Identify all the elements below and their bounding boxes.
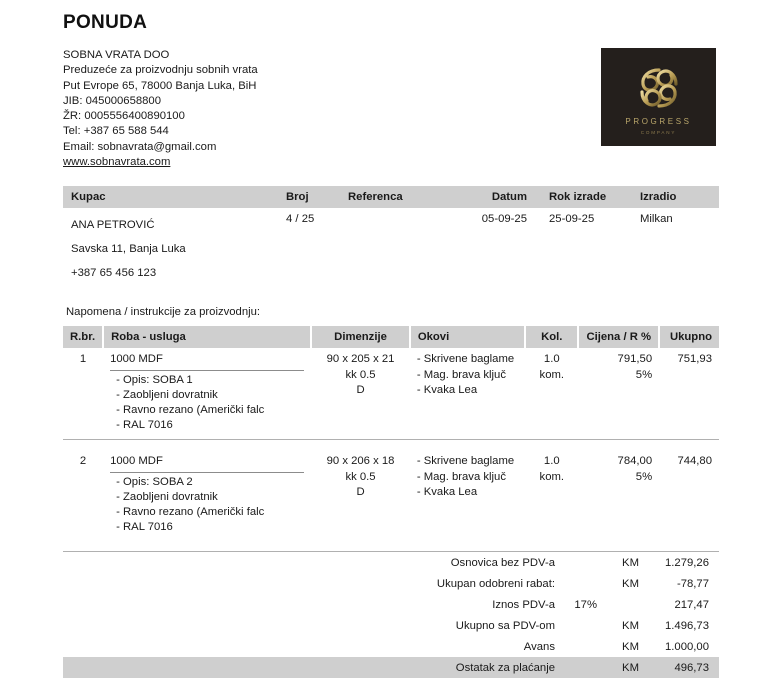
item-spec: - Opis: SOBA 1 <box>116 373 193 386</box>
item-dimension: 90 x 206 x 18 <box>326 455 395 468</box>
totals-currency: KM <box>622 556 639 569</box>
customer-table-header-row <box>63 186 719 208</box>
production-note-label: Napomena / instrukcije za proizvodnju: <box>66 306 261 319</box>
item-spec-list <box>110 475 304 536</box>
company-website[interactable]: www.sobnavrata.com <box>63 156 171 169</box>
totals-amount: 1.279,26 <box>665 556 709 569</box>
totals-label: Iznos PDV-a <box>492 598 555 611</box>
header-referenca: Referenca <box>340 186 450 208</box>
totals-percent <box>563 615 605 636</box>
row-divider <box>63 440 719 451</box>
totals-currency: KM <box>622 640 639 653</box>
totals-currency: KM <box>622 619 639 632</box>
item-spec: - Opis: SOBA 2 <box>116 475 193 488</box>
item-dimension-side: D <box>356 383 365 396</box>
item-quantity-unit: kom. <box>539 470 565 483</box>
totals-amount: 496,73 <box>647 657 719 678</box>
company-info <box>63 48 258 170</box>
totals-currency <box>605 594 647 615</box>
customer-name: ANA PETROVIĆ <box>71 219 155 232</box>
item-spec: - Zaobljeni dovratnik <box>116 490 218 503</box>
items-table <box>63 326 719 541</box>
logo-brand-text: PROGRESS <box>625 117 692 126</box>
item-dimension-side: D <box>356 485 365 498</box>
totals-label: Ukupno sa PDV-om <box>455 619 555 632</box>
item-spec: - Ravno rezano (Američki falc <box>116 506 265 518</box>
item-name: 1000 MDF <box>110 352 304 370</box>
totals-row-discount <box>63 573 719 594</box>
company-email: Email: sobnavrata@gmail.com <box>63 140 217 153</box>
item-hardware: - Mag. brava ključ <box>416 470 506 483</box>
header-izradio: Izradio <box>630 186 719 208</box>
item-spec-list <box>110 373 304 434</box>
company-phone: Tel: +387 65 588 544 <box>63 125 169 138</box>
item-spec: - Ravno rezano (Američki falc <box>116 403 265 416</box>
totals-currency: KM <box>622 577 639 590</box>
item-description-cell <box>103 348 311 440</box>
company-account: ŽR: 0005556400890100 <box>63 110 185 123</box>
totals-row-advance <box>63 636 719 657</box>
header-kol: Kol. <box>525 326 578 348</box>
item-price: 791,50 <box>617 353 653 366</box>
item-quantity-unit: kom. <box>539 368 565 381</box>
item-discount: 5% <box>635 470 653 483</box>
table-row <box>63 348 719 440</box>
totals-label: Avans <box>523 640 555 653</box>
company-activity: Preduzeće za proizvodnju sobnih vrata <box>63 64 258 77</box>
totals-amount: 1.496,73 <box>665 619 709 632</box>
table-row <box>63 450 719 541</box>
header-rbr: R.br. <box>63 326 103 348</box>
totals-amount: 1.000,00 <box>665 640 709 653</box>
customer-details-cell <box>63 208 278 290</box>
totals-label: Ostatak za plaćanje <box>63 657 563 678</box>
customer-rok-izrade: 25-09-25 <box>549 213 595 226</box>
item-description-cell <box>103 450 311 541</box>
item-hardware: - Skrivene baglame <box>416 353 515 366</box>
company-name: SOBNA VRATA DOO <box>63 49 170 61</box>
company-logo <box>601 48 716 146</box>
item-quantity-cell <box>525 450 578 541</box>
totals-percent <box>563 636 605 657</box>
totals-row-remaining <box>63 657 719 678</box>
customer-table-row <box>63 208 719 290</box>
item-quantity: 1.0 <box>543 455 560 468</box>
item-dimensions-cell <box>311 450 410 541</box>
item-hardware: - Kvaka Lea <box>416 485 478 498</box>
item-hardware: - Skrivene baglame <box>416 455 515 468</box>
totals-percent <box>563 657 605 678</box>
company-jib: JIB: 045000658800 <box>63 94 161 107</box>
item-name: 1000 MDF <box>110 454 304 472</box>
totals-row-vat <box>63 594 719 615</box>
progress-knot-icon <box>601 60 716 116</box>
customer-table <box>63 186 719 290</box>
item-spec: - RAL 7016 <box>116 521 173 534</box>
totals-amount: 217,47 <box>674 598 709 611</box>
items-table-header-row <box>63 326 719 348</box>
company-address: Put Evrope 65, 78000 Banja Luka, BiH <box>63 79 257 92</box>
item-hardware: - Mag. brava ključ <box>416 368 506 381</box>
totals-section <box>63 551 719 678</box>
item-spec: - RAL 7016 <box>116 419 173 432</box>
item-hardware-cell <box>410 348 525 440</box>
header-cijena-rabat: Cijena / R % <box>578 326 659 348</box>
header-datum: Datum <box>450 186 535 208</box>
item-total: 744,80 <box>677 455 712 468</box>
item-rbr: 2 <box>79 455 87 468</box>
item-dimensions-cell <box>311 348 410 440</box>
item-spec: - Zaobljeni dovratnik <box>116 388 218 401</box>
customer-izradio: Milkan <box>640 213 673 226</box>
item-hardware-cell <box>410 450 525 541</box>
item-rbr: 1 <box>79 353 87 366</box>
totals-percent <box>563 552 605 573</box>
totals-row-with-vat <box>63 615 719 636</box>
item-discount: 5% <box>635 368 653 381</box>
header-rok-izrade: Rok izrade <box>535 186 630 208</box>
header-okovi: Okovi <box>410 326 525 348</box>
item-dimension-kk: kk 0.5 <box>345 470 376 483</box>
item-total: 751,93 <box>677 353 712 366</box>
totals-percent: 17% <box>574 598 597 611</box>
customer-phone: +387 65 456 123 <box>71 267 157 280</box>
header-broj: Broj <box>278 186 340 208</box>
item-price: 784,00 <box>617 455 653 468</box>
totals-label: Osnovica bez PDV-a <box>450 556 555 569</box>
logo-subtitle-text: COMPANY <box>640 130 677 135</box>
item-quantity-cell <box>525 348 578 440</box>
item-quantity: 1.0 <box>543 353 560 366</box>
header-dimenzije: Dimenzije <box>311 326 410 348</box>
header-roba-usluga: Roba - usluga <box>103 326 311 348</box>
header-kupac: Kupac <box>63 186 278 208</box>
customer-broj: 4 / 25 <box>286 213 315 226</box>
item-dimension: 90 x 205 x 21 <box>326 353 395 366</box>
item-price-cell <box>578 348 659 440</box>
item-hardware: - Kvaka Lea <box>416 383 478 396</box>
document-header <box>63 48 752 170</box>
customer-datum: 05-09-25 <box>481 213 527 226</box>
totals-currency: KM <box>605 657 647 678</box>
customer-referenca <box>340 208 450 290</box>
totals-row-basis <box>63 552 719 573</box>
page-title: PONUDA <box>63 12 148 33</box>
customer-address: Savska 11, Banja Luka <box>71 243 186 256</box>
item-price-cell <box>578 450 659 541</box>
item-dimension-kk: kk 0.5 <box>345 368 376 381</box>
totals-percent <box>563 573 605 594</box>
header-ukupno: Ukupno <box>659 326 719 348</box>
totals-label: Ukupan odobreni rabat: <box>436 577 555 590</box>
totals-amount: -78,77 <box>676 577 709 590</box>
